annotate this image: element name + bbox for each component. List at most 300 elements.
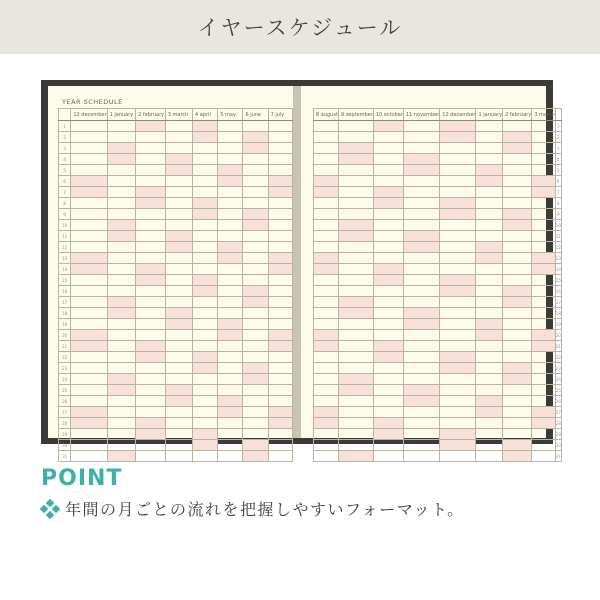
schedule-cell[interactable] — [193, 385, 218, 396]
schedule-cell[interactable] — [338, 385, 373, 396]
schedule-cell[interactable] — [107, 352, 136, 363]
schedule-cell[interactable] — [136, 363, 166, 374]
schedule-cell[interactable] — [193, 330, 218, 341]
schedule-cell[interactable] — [268, 429, 292, 440]
schedule-cell[interactable] — [218, 352, 243, 363]
schedule-cell[interactable] — [476, 132, 503, 143]
schedule-cell[interactable] — [243, 352, 268, 363]
schedule-cell[interactable] — [373, 297, 403, 308]
schedule-cell[interactable] — [476, 231, 503, 242]
schedule-cell[interactable] — [243, 242, 268, 253]
schedule-cell[interactable] — [314, 143, 339, 154]
schedule-cell[interactable] — [71, 176, 107, 187]
schedule-cell[interactable] — [165, 385, 192, 396]
schedule-cell[interactable] — [532, 187, 556, 198]
schedule-cell[interactable] — [373, 209, 403, 220]
schedule-cell[interactable] — [268, 264, 292, 275]
schedule-cell[interactable] — [403, 429, 439, 440]
schedule-cell[interactable] — [218, 231, 243, 242]
schedule-cell[interactable] — [403, 165, 439, 176]
schedule-cell[interactable] — [243, 176, 268, 187]
schedule-cell[interactable] — [403, 319, 439, 330]
schedule-cell[interactable] — [503, 352, 532, 363]
schedule-cell[interactable] — [503, 330, 532, 341]
schedule-cell[interactable] — [403, 407, 439, 418]
schedule-cell[interactable] — [243, 198, 268, 209]
schedule-cell[interactable] — [136, 264, 166, 275]
schedule-cell[interactable] — [107, 132, 136, 143]
schedule-cell[interactable] — [338, 209, 373, 220]
schedule-cell[interactable] — [268, 286, 292, 297]
schedule-cell[interactable] — [503, 396, 532, 407]
schedule-cell[interactable] — [503, 253, 532, 264]
schedule-cell[interactable] — [314, 253, 339, 264]
schedule-cell[interactable] — [165, 396, 192, 407]
schedule-cell[interactable] — [268, 165, 292, 176]
schedule-cell[interactable] — [243, 143, 268, 154]
schedule-cell[interactable] — [314, 407, 339, 418]
schedule-cell[interactable] — [165, 264, 192, 275]
schedule-cell[interactable] — [403, 286, 439, 297]
schedule-cell[interactable] — [440, 319, 476, 330]
schedule-cell[interactable] — [373, 352, 403, 363]
schedule-cell[interactable] — [532, 165, 556, 176]
schedule-cell[interactable] — [218, 121, 243, 132]
schedule-cell[interactable] — [193, 407, 218, 418]
schedule-cell[interactable] — [136, 407, 166, 418]
schedule-cell[interactable] — [107, 231, 136, 242]
schedule-cell[interactable] — [476, 429, 503, 440]
schedule-cell[interactable] — [403, 132, 439, 143]
schedule-cell[interactable] — [403, 352, 439, 363]
schedule-cell[interactable] — [440, 440, 476, 451]
schedule-cell[interactable] — [218, 176, 243, 187]
schedule-cell[interactable] — [532, 418, 556, 429]
schedule-cell[interactable] — [243, 319, 268, 330]
schedule-cell[interactable] — [165, 429, 192, 440]
schedule-cell[interactable] — [71, 407, 107, 418]
schedule-cell[interactable] — [193, 374, 218, 385]
schedule-cell[interactable] — [373, 264, 403, 275]
schedule-cell[interactable] — [532, 121, 556, 132]
schedule-cell[interactable] — [532, 352, 556, 363]
schedule-cell[interactable] — [440, 209, 476, 220]
schedule-cell[interactable] — [243, 187, 268, 198]
schedule-cell[interactable] — [403, 385, 439, 396]
schedule-cell[interactable] — [243, 121, 268, 132]
schedule-cell[interactable] — [107, 374, 136, 385]
schedule-cell[interactable] — [532, 275, 556, 286]
schedule-cell[interactable] — [338, 176, 373, 187]
schedule-cell[interactable] — [476, 143, 503, 154]
schedule-cell[interactable] — [476, 297, 503, 308]
schedule-cell[interactable] — [314, 154, 339, 165]
schedule-cell[interactable] — [440, 143, 476, 154]
schedule-cell[interactable] — [503, 198, 532, 209]
schedule-cell[interactable] — [218, 209, 243, 220]
schedule-cell[interactable] — [107, 154, 136, 165]
schedule-cell[interactable] — [136, 154, 166, 165]
schedule-cell[interactable] — [136, 121, 166, 132]
schedule-cell[interactable] — [218, 451, 243, 462]
schedule-cell[interactable] — [476, 242, 503, 253]
schedule-cell[interactable] — [532, 440, 556, 451]
schedule-cell[interactable] — [503, 363, 532, 374]
schedule-cell[interactable] — [503, 418, 532, 429]
schedule-cell[interactable] — [476, 187, 503, 198]
schedule-cell[interactable] — [314, 396, 339, 407]
schedule-cell[interactable] — [268, 209, 292, 220]
schedule-cell[interactable] — [532, 132, 556, 143]
schedule-cell[interactable] — [165, 198, 192, 209]
schedule-cell[interactable] — [373, 319, 403, 330]
schedule-cell[interactable] — [503, 121, 532, 132]
schedule-cell[interactable] — [136, 429, 166, 440]
schedule-cell[interactable] — [532, 231, 556, 242]
schedule-cell[interactable] — [338, 440, 373, 451]
schedule-cell[interactable] — [373, 396, 403, 407]
schedule-cell[interactable] — [532, 319, 556, 330]
schedule-cell[interactable] — [165, 154, 192, 165]
schedule-cell[interactable] — [268, 176, 292, 187]
schedule-cell[interactable] — [193, 396, 218, 407]
schedule-cell[interactable] — [136, 165, 166, 176]
schedule-cell[interactable] — [314, 385, 339, 396]
schedule-cell[interactable] — [243, 451, 268, 462]
schedule-cell[interactable] — [476, 220, 503, 231]
schedule-cell[interactable] — [107, 451, 136, 462]
schedule-cell[interactable] — [440, 451, 476, 462]
schedule-cell[interactable] — [338, 352, 373, 363]
schedule-cell[interactable] — [193, 132, 218, 143]
schedule-cell[interactable] — [476, 385, 503, 396]
schedule-cell[interactable] — [440, 253, 476, 264]
schedule-cell[interactable] — [403, 341, 439, 352]
schedule-cell[interactable] — [476, 198, 503, 209]
schedule-cell[interactable] — [440, 176, 476, 187]
schedule-cell[interactable] — [218, 429, 243, 440]
schedule-cell[interactable] — [440, 121, 476, 132]
schedule-cell[interactable] — [532, 209, 556, 220]
schedule-cell[interactable] — [268, 220, 292, 231]
schedule-cell[interactable] — [314, 132, 339, 143]
schedule-cell[interactable] — [476, 308, 503, 319]
schedule-cell[interactable] — [403, 242, 439, 253]
schedule-cell[interactable] — [403, 330, 439, 341]
schedule-cell[interactable] — [440, 231, 476, 242]
schedule-cell[interactable] — [165, 253, 192, 264]
schedule-cell[interactable] — [71, 429, 107, 440]
schedule-cell[interactable] — [165, 286, 192, 297]
schedule-cell[interactable] — [532, 154, 556, 165]
schedule-cell[interactable] — [403, 396, 439, 407]
schedule-cell[interactable] — [440, 220, 476, 231]
schedule-cell[interactable] — [243, 363, 268, 374]
schedule-cell[interactable] — [136, 385, 166, 396]
schedule-cell[interactable] — [107, 121, 136, 132]
schedule-cell[interactable] — [136, 374, 166, 385]
schedule-cell[interactable] — [165, 374, 192, 385]
schedule-cell[interactable] — [373, 143, 403, 154]
schedule-cell[interactable] — [107, 341, 136, 352]
schedule-cell[interactable] — [338, 286, 373, 297]
schedule-cell[interactable] — [403, 209, 439, 220]
schedule-cell[interactable] — [243, 165, 268, 176]
schedule-cell[interactable] — [503, 297, 532, 308]
schedule-cell[interactable] — [193, 198, 218, 209]
schedule-cell[interactable] — [107, 286, 136, 297]
schedule-cell[interactable] — [338, 165, 373, 176]
schedule-cell[interactable] — [440, 418, 476, 429]
schedule-cell[interactable] — [373, 385, 403, 396]
schedule-cell[interactable] — [314, 330, 339, 341]
schedule-cell[interactable] — [373, 440, 403, 451]
schedule-cell[interactable] — [503, 451, 532, 462]
schedule-cell[interactable] — [503, 407, 532, 418]
schedule-cell[interactable] — [373, 176, 403, 187]
schedule-cell[interactable] — [218, 286, 243, 297]
schedule-cell[interactable] — [193, 253, 218, 264]
schedule-cell[interactable] — [373, 429, 403, 440]
schedule-cell[interactable] — [268, 143, 292, 154]
schedule-cell[interactable] — [136, 187, 166, 198]
schedule-cell[interactable] — [503, 154, 532, 165]
schedule-cell[interactable] — [503, 209, 532, 220]
schedule-cell[interactable] — [503, 429, 532, 440]
schedule-cell[interactable] — [314, 308, 339, 319]
schedule-cell[interactable] — [440, 165, 476, 176]
schedule-cell[interactable] — [71, 352, 107, 363]
schedule-cell[interactable] — [314, 242, 339, 253]
schedule-cell[interactable] — [338, 264, 373, 275]
schedule-cell[interactable] — [403, 297, 439, 308]
schedule-cell[interactable] — [218, 341, 243, 352]
schedule-cell[interactable] — [403, 143, 439, 154]
schedule-cell[interactable] — [107, 330, 136, 341]
schedule-cell[interactable] — [268, 451, 292, 462]
schedule-cell[interactable] — [193, 187, 218, 198]
schedule-cell[interactable] — [165, 308, 192, 319]
schedule-cell[interactable] — [243, 286, 268, 297]
schedule-cell[interactable] — [314, 429, 339, 440]
schedule-cell[interactable] — [532, 308, 556, 319]
schedule-cell[interactable] — [314, 176, 339, 187]
schedule-cell[interactable] — [71, 209, 107, 220]
schedule-cell[interactable] — [243, 418, 268, 429]
schedule-cell[interactable] — [193, 297, 218, 308]
schedule-cell[interactable] — [268, 374, 292, 385]
schedule-cell[interactable] — [440, 352, 476, 363]
schedule-cell[interactable] — [165, 352, 192, 363]
schedule-cell[interactable] — [373, 132, 403, 143]
schedule-cell[interactable] — [338, 154, 373, 165]
schedule-cell[interactable] — [338, 319, 373, 330]
schedule-cell[interactable] — [107, 396, 136, 407]
schedule-cell[interactable] — [268, 154, 292, 165]
schedule-cell[interactable] — [338, 330, 373, 341]
schedule-cell[interactable] — [314, 220, 339, 231]
schedule-cell[interactable] — [403, 308, 439, 319]
schedule-cell[interactable] — [440, 132, 476, 143]
schedule-cell[interactable] — [338, 418, 373, 429]
schedule-cell[interactable] — [71, 132, 107, 143]
schedule-cell[interactable] — [136, 253, 166, 264]
schedule-cell[interactable] — [314, 165, 339, 176]
schedule-cell[interactable] — [440, 286, 476, 297]
schedule-cell[interactable] — [373, 418, 403, 429]
schedule-cell[interactable] — [338, 187, 373, 198]
schedule-cell[interactable] — [268, 198, 292, 209]
schedule-cell[interactable] — [218, 418, 243, 429]
schedule-cell[interactable] — [314, 319, 339, 330]
schedule-cell[interactable] — [165, 330, 192, 341]
schedule-cell[interactable] — [243, 132, 268, 143]
schedule-cell[interactable] — [373, 308, 403, 319]
schedule-cell[interactable] — [71, 451, 107, 462]
schedule-cell[interactable] — [218, 308, 243, 319]
schedule-cell[interactable] — [71, 253, 107, 264]
schedule-cell[interactable] — [268, 231, 292, 242]
schedule-cell[interactable] — [107, 275, 136, 286]
schedule-cell[interactable] — [268, 352, 292, 363]
schedule-cell[interactable] — [503, 187, 532, 198]
schedule-cell[interactable] — [71, 242, 107, 253]
schedule-cell[interactable] — [503, 143, 532, 154]
schedule-cell[interactable] — [338, 396, 373, 407]
schedule-cell[interactable] — [440, 429, 476, 440]
schedule-cell[interactable] — [373, 374, 403, 385]
schedule-cell[interactable] — [532, 363, 556, 374]
schedule-cell[interactable] — [193, 440, 218, 451]
schedule-cell[interactable] — [71, 198, 107, 209]
schedule-cell[interactable] — [403, 187, 439, 198]
schedule-cell[interactable] — [165, 407, 192, 418]
schedule-cell[interactable] — [440, 264, 476, 275]
schedule-cell[interactable] — [136, 308, 166, 319]
schedule-cell[interactable] — [338, 253, 373, 264]
schedule-cell[interactable] — [71, 363, 107, 374]
schedule-cell[interactable] — [107, 418, 136, 429]
schedule-cell[interactable] — [193, 363, 218, 374]
schedule-cell[interactable] — [268, 297, 292, 308]
schedule-cell[interactable] — [373, 165, 403, 176]
schedule-cell[interactable] — [503, 319, 532, 330]
schedule-cell[interactable] — [532, 242, 556, 253]
schedule-cell[interactable] — [373, 121, 403, 132]
schedule-cell[interactable] — [136, 396, 166, 407]
schedule-cell[interactable] — [71, 220, 107, 231]
schedule-cell[interactable] — [107, 187, 136, 198]
schedule-cell[interactable] — [373, 275, 403, 286]
schedule-cell[interactable] — [476, 264, 503, 275]
schedule-cell[interactable] — [268, 407, 292, 418]
schedule-cell[interactable] — [476, 374, 503, 385]
schedule-cell[interactable] — [268, 121, 292, 132]
schedule-cell[interactable] — [71, 319, 107, 330]
schedule-cell[interactable] — [440, 308, 476, 319]
schedule-cell[interactable] — [503, 220, 532, 231]
schedule-cell[interactable] — [165, 187, 192, 198]
schedule-cell[interactable] — [165, 418, 192, 429]
schedule-cell[interactable] — [107, 297, 136, 308]
schedule-cell[interactable] — [107, 440, 136, 451]
schedule-cell[interactable] — [243, 297, 268, 308]
schedule-cell[interactable] — [403, 418, 439, 429]
schedule-cell[interactable] — [193, 242, 218, 253]
schedule-cell[interactable] — [218, 407, 243, 418]
schedule-cell[interactable] — [107, 176, 136, 187]
schedule-cell[interactable] — [338, 297, 373, 308]
schedule-cell[interactable] — [314, 264, 339, 275]
schedule-cell[interactable] — [243, 154, 268, 165]
schedule-cell[interactable] — [268, 253, 292, 264]
schedule-cell[interactable] — [165, 363, 192, 374]
schedule-cell[interactable] — [314, 275, 339, 286]
schedule-cell[interactable] — [268, 330, 292, 341]
schedule-cell[interactable] — [136, 198, 166, 209]
schedule-cell[interactable] — [193, 308, 218, 319]
schedule-cell[interactable] — [476, 352, 503, 363]
schedule-cell[interactable] — [218, 165, 243, 176]
schedule-cell[interactable] — [532, 451, 556, 462]
schedule-cell[interactable] — [71, 330, 107, 341]
schedule-cell[interactable] — [503, 275, 532, 286]
schedule-cell[interactable] — [165, 275, 192, 286]
schedule-cell[interactable] — [503, 385, 532, 396]
schedule-cell[interactable] — [503, 374, 532, 385]
schedule-cell[interactable] — [165, 440, 192, 451]
schedule-cell[interactable] — [193, 220, 218, 231]
schedule-cell[interactable] — [243, 308, 268, 319]
schedule-cell[interactable] — [165, 121, 192, 132]
schedule-cell[interactable] — [136, 176, 166, 187]
schedule-cell[interactable] — [71, 121, 107, 132]
schedule-cell[interactable] — [373, 187, 403, 198]
schedule-cell[interactable] — [136, 209, 166, 220]
schedule-cell[interactable] — [476, 330, 503, 341]
schedule-cell[interactable] — [243, 374, 268, 385]
schedule-cell[interactable] — [440, 187, 476, 198]
schedule-cell[interactable] — [440, 154, 476, 165]
schedule-cell[interactable] — [503, 165, 532, 176]
schedule-cell[interactable] — [71, 264, 107, 275]
schedule-cell[interactable] — [403, 253, 439, 264]
schedule-cell[interactable] — [218, 154, 243, 165]
schedule-cell[interactable] — [107, 363, 136, 374]
schedule-cell[interactable] — [476, 275, 503, 286]
schedule-cell[interactable] — [71, 396, 107, 407]
schedule-cell[interactable] — [193, 418, 218, 429]
schedule-cell[interactable] — [314, 121, 339, 132]
schedule-cell[interactable] — [373, 231, 403, 242]
schedule-cell[interactable] — [268, 308, 292, 319]
schedule-cell[interactable] — [532, 220, 556, 231]
schedule-cell[interactable] — [503, 341, 532, 352]
schedule-cell[interactable] — [268, 418, 292, 429]
schedule-cell[interactable] — [218, 297, 243, 308]
schedule-cell[interactable] — [268, 385, 292, 396]
schedule-cell[interactable] — [403, 121, 439, 132]
schedule-cell[interactable] — [193, 121, 218, 132]
schedule-cell[interactable] — [71, 374, 107, 385]
schedule-cell[interactable] — [71, 308, 107, 319]
schedule-cell[interactable] — [268, 396, 292, 407]
schedule-cell[interactable] — [532, 297, 556, 308]
schedule-cell[interactable] — [532, 385, 556, 396]
schedule-cell[interactable] — [532, 264, 556, 275]
schedule-cell[interactable] — [71, 440, 107, 451]
schedule-cell[interactable] — [193, 319, 218, 330]
